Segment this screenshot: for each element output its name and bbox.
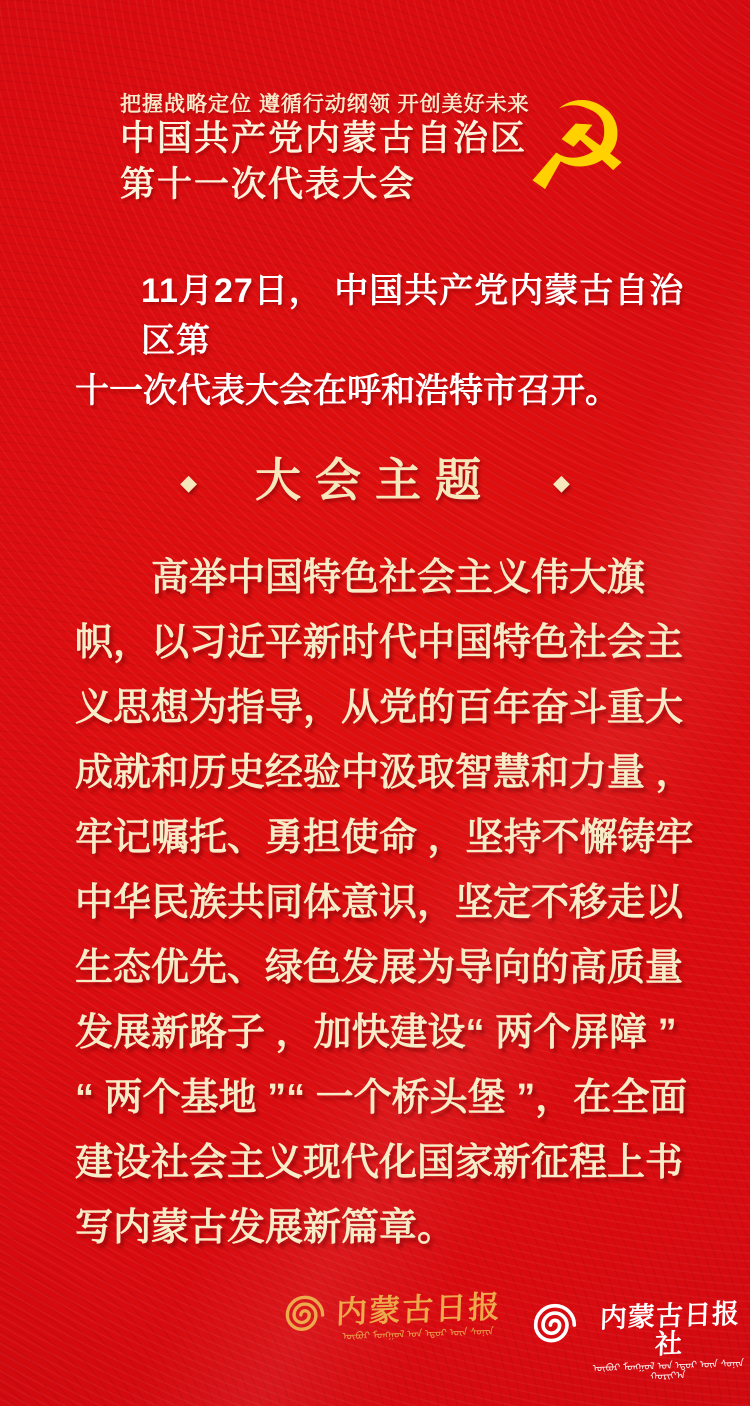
body-line: 义思想为指导，从党的百年奋斗重大 [75, 687, 684, 729]
party-emblem-icon: ☭ [522, 76, 632, 218]
body-line: 生态优先、绿色发展为导向的高质量 [75, 947, 684, 989]
newspaper-agency-name: 内蒙古日报社 [599, 1298, 741, 1360]
header-title-line2: 第十一次代表大会 [120, 165, 417, 204]
body-line: 建设社会主义现代化国家新征程上书 [75, 1142, 684, 1184]
header-title-line1: 中国共产党内蒙古自治区 [120, 119, 528, 158]
intro-line1: 11月27日， 中国共产党内蒙古自治区第 [141, 272, 685, 360]
spiral-logo-icon [532, 1302, 578, 1348]
body-line: 中华民族共同体意识，坚定不移走以 [75, 882, 684, 924]
section-title: 大会主题 [255, 454, 495, 506]
body-line: 写内蒙古发展新篇章。 [75, 1207, 456, 1249]
diamond-icon-left: ◆ [180, 470, 197, 495]
body-line: 高举中国特色社会主义伟大旗 [151, 557, 646, 599]
header-tagline: 把握战略定位 遵循行动纲领 开创美好未来 [120, 93, 530, 116]
body-line: 帜，以习近平新时代中国特色社会主 [75, 622, 684, 664]
inner-mongolia-daily-logo [284, 1289, 503, 1343]
body-line: “ 两个基地 ”“ 一个桥头堡 ”，在全面 [75, 1077, 688, 1119]
logo-text-group [335, 1291, 502, 1343]
spiral-logo-icon [284, 1294, 326, 1336]
newspaper-name: 内蒙古日报 [335, 1289, 503, 1330]
diamond-icon-right: ◆ [553, 470, 570, 495]
section-title-row [0, 444, 750, 510]
mongolian-script: ᠥᠪᠥᠷ ᠮᠣᠩᠭᠣᠯ ᠤᠨ ᠡᠳᠦᠷ ᠦᠨ ᠰᠣᠨᠢᠨ [342, 1325, 494, 1343]
body-line: 发展新路子 ，加快建设“ 两个屏障 ” [75, 1012, 677, 1054]
body-line: 成就和历史经验中汲取智慧和力量 ， [75, 752, 694, 794]
inner-mongolia-daily-agency-logo [532, 1298, 750, 1383]
mongolian-script: ᠥᠪᠥᠷ ᠮᠣᠩᠭᠣᠯ ᠤᠨ ᠡᠳᠦᠷ ᠦᠨ ᠰᠣᠨᠢᠨ ᠬᠣᠷᠢᠶ᠎ᠠ [592, 1358, 744, 1383]
body-paragraph [75, 546, 694, 1261]
logo-text-group [586, 1299, 750, 1385]
intro-paragraph [75, 266, 695, 416]
header-title [120, 116, 527, 208]
intro-line2: 十一次代表大会在呼和浩特市召开。 [75, 372, 619, 410]
body-line: 牢记嘱托、勇担使命 ，坚持不懈铸牢 [75, 817, 694, 859]
